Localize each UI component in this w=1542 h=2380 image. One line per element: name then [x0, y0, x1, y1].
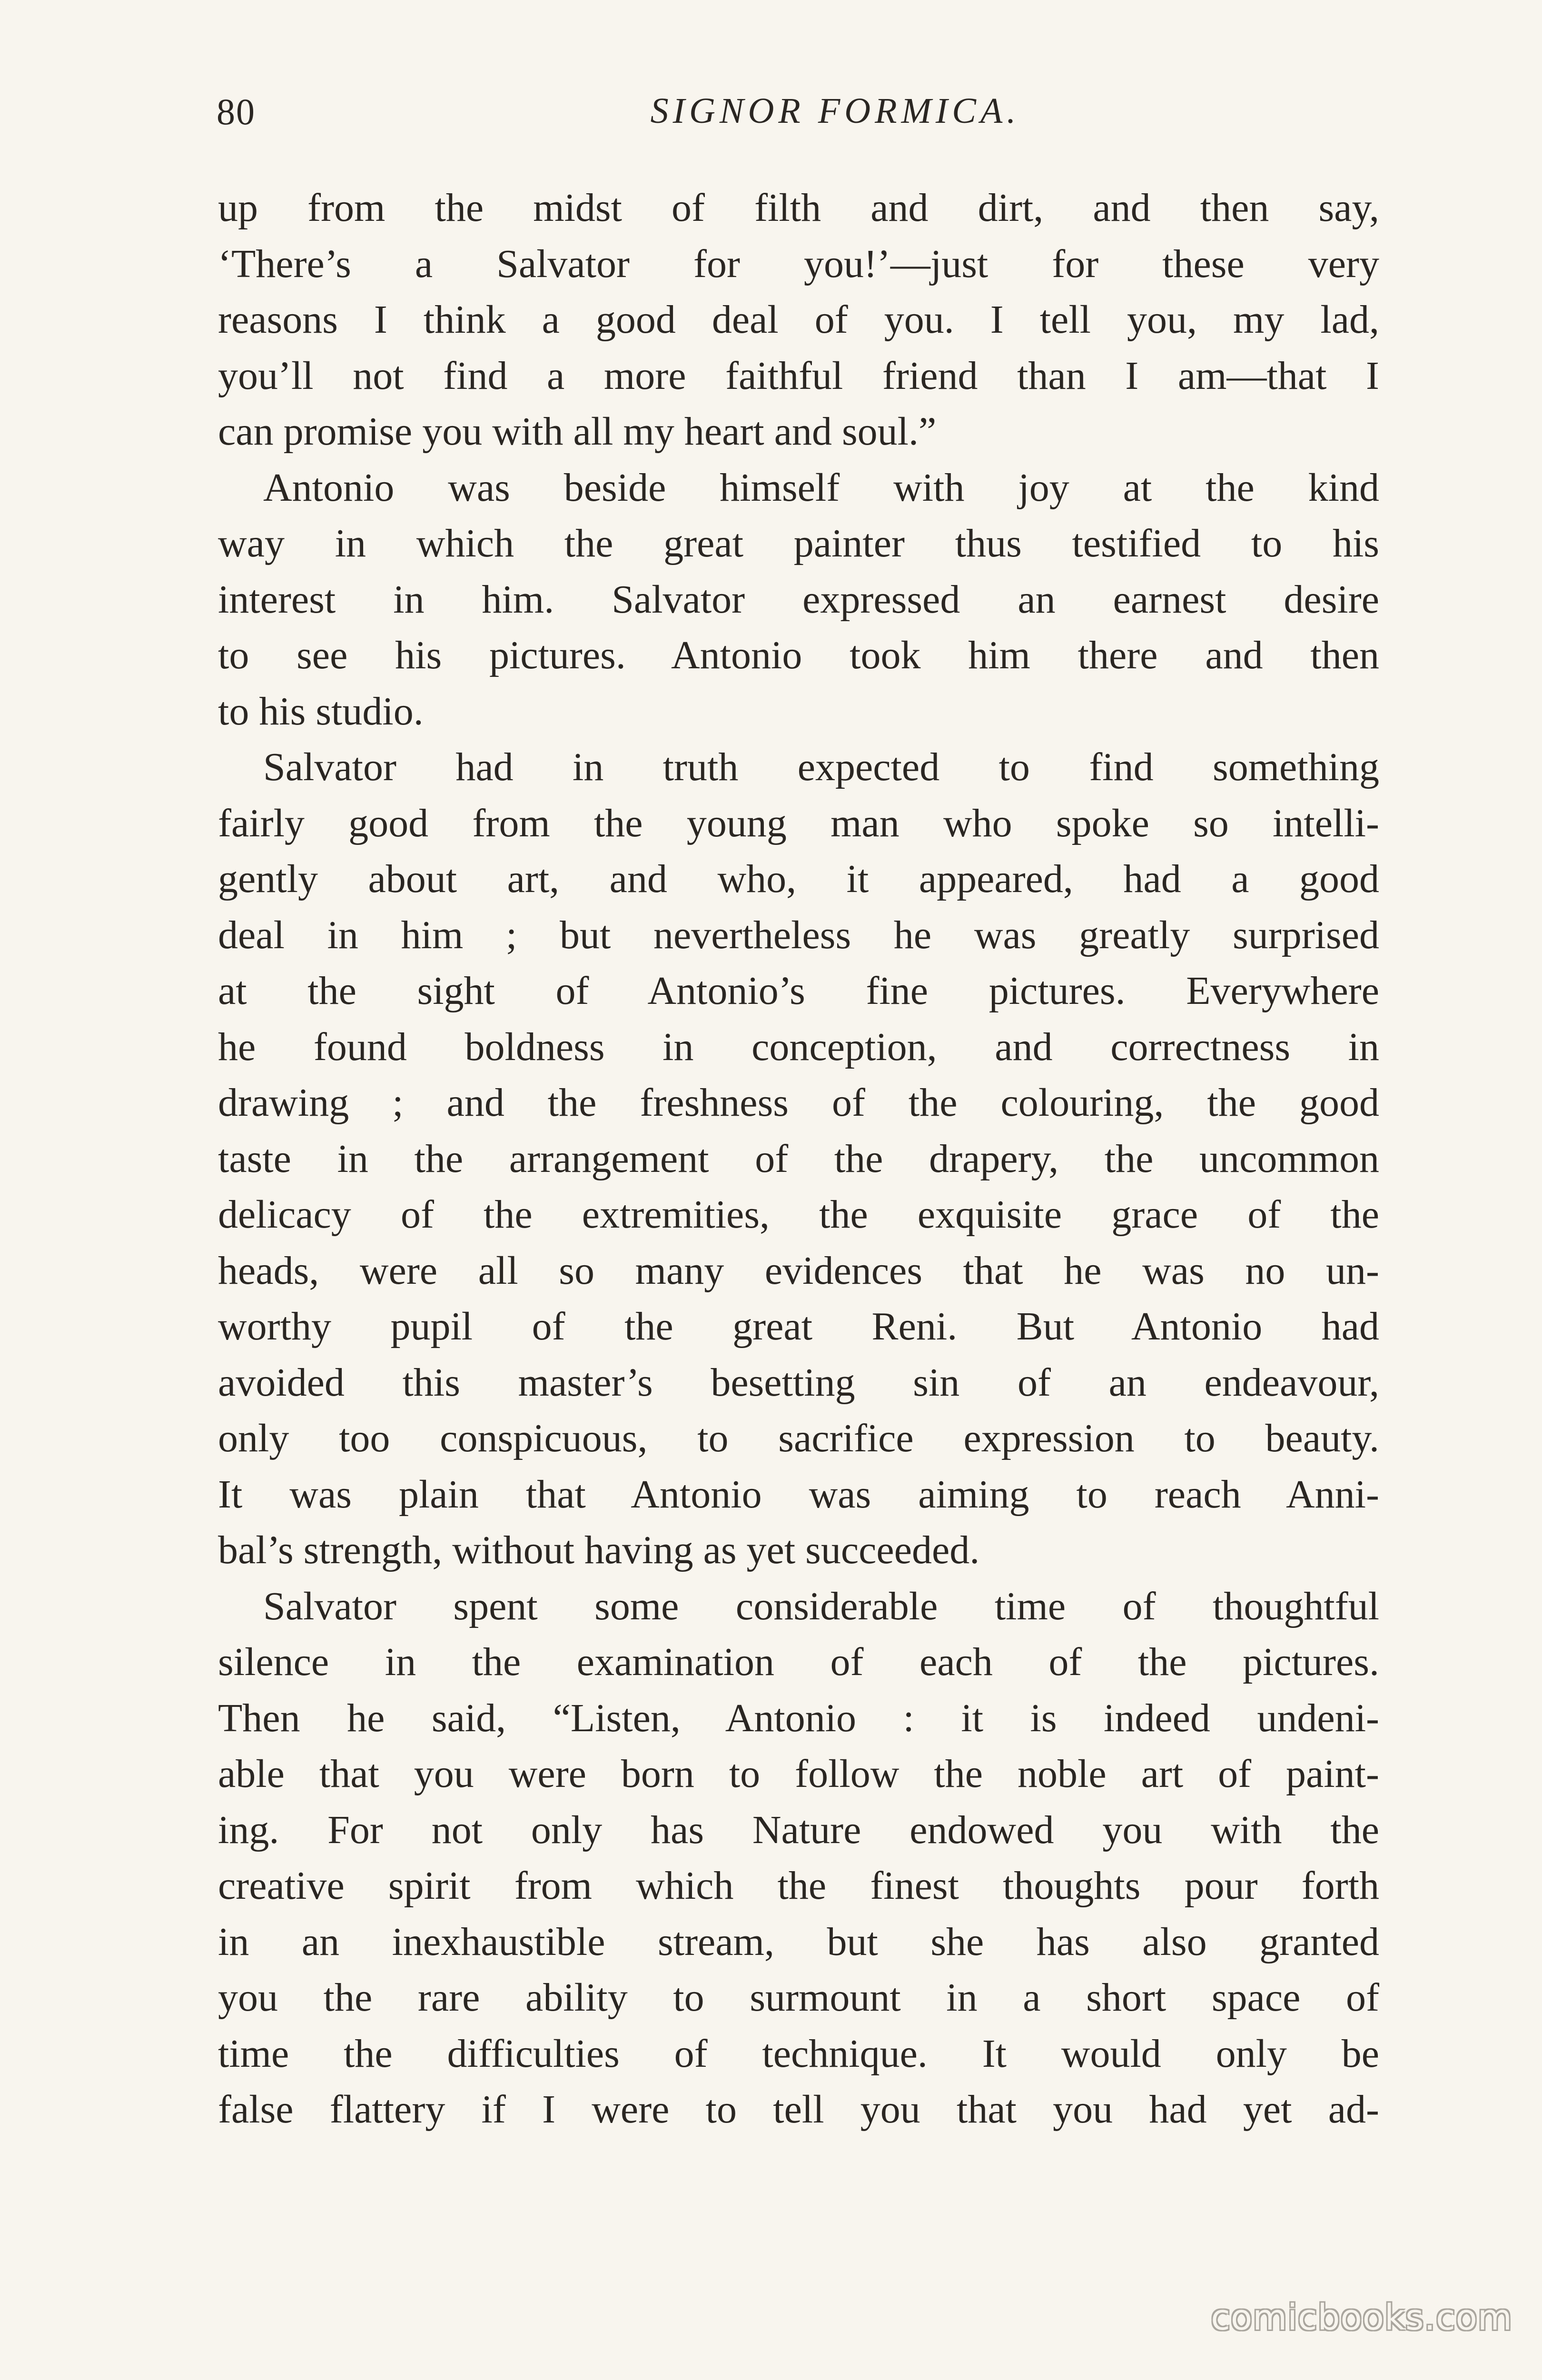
text-line: false flattery if I were to tell you that you had yet ad- — [218, 2087, 1379, 2132]
watermark: comicbooks.com — [1211, 2297, 1512, 2338]
text-line: Salvator spent some considerable time of thoughtful — [263, 1584, 1379, 1628]
text-line: fairly good from the young man who spoke so intelli- — [218, 801, 1379, 845]
text-line: you the rare ability to surmount in a short space of — [218, 1975, 1379, 2020]
page-number: 80 — [217, 91, 256, 132]
text-line: up from the midst of filth and dirt, and then say, — [218, 186, 1379, 230]
text-line: avoided this master’s besetting sin of an endeavour, — [218, 1360, 1379, 1405]
text-line: can promise you with all my heart and soul.” — [218, 409, 937, 454]
text-line: drawing ; and the freshness of the colouring, the good — [218, 1081, 1379, 1125]
text-line: at the sight of Antonio’s fine pictures. Everywhere — [218, 969, 1379, 1013]
text-line: he found boldness in conception, and correctness in — [218, 1024, 1379, 1069]
paragraph — [218, 739, 1379, 1578]
text-line: delicacy of the extremities, the exquisite grace of the — [218, 1192, 1379, 1237]
body-text — [218, 180, 1379, 2138]
text-line: gently about art, and who, it appeared, had a good — [218, 857, 1379, 901]
text-line: to his studio. — [218, 689, 424, 734]
running-head — [217, 90, 1387, 148]
text-line: It was plain that Antonio was aiming to reach Anni- — [218, 1472, 1379, 1517]
text-line: you’ll not find a more faithful friend than I am—that I — [218, 353, 1379, 398]
text-line: interest in him. Salvator expressed an earnest desire — [218, 577, 1379, 622]
text-line: only too conspicuous, to sacrifice expression to beauty. — [218, 1416, 1379, 1460]
text-line: ing. For not only has Nature endowed you with the — [218, 1807, 1379, 1852]
text-line: time the difficulties of technique. It would only be — [218, 2031, 1379, 2076]
text-line: Antonio was beside himself with joy at the kind — [263, 465, 1379, 510]
text-line: way in which the great painter thus testified to his — [218, 521, 1379, 565]
text-line: ‘There’s a Salvator for you!’—just for these very — [218, 241, 1379, 286]
text-line: worthy pupil of the great Reni. But Antonio had — [218, 1304, 1379, 1349]
paragraph — [218, 180, 1379, 460]
paragraph — [218, 460, 1379, 740]
text-line: bal’s strength, without having as yet succeeded. — [218, 1528, 980, 1572]
running-title: SIGNOR FORMICA. — [650, 91, 1020, 131]
text-line: able that you were born to follow the noble art of paint- — [218, 1752, 1379, 1796]
text-line: creative spirit from which the finest thoughts pour forth — [218, 1864, 1379, 1908]
text-line: reasons I think a good deal of you. I tell you, my lad, — [218, 298, 1379, 342]
text-line: heads, were all so many evidences that he was no un- — [218, 1248, 1379, 1293]
text-line: silence in the examination of each of the pictures. — [218, 1640, 1379, 1684]
text-line: deal in him ; but nevertheless he was greatly surprised — [218, 912, 1379, 957]
text-line: taste in the arrangement of the drapery, the uncommon — [218, 1136, 1379, 1181]
text-line: to see his pictures. Antonio took him there and then — [218, 633, 1379, 677]
paragraph — [218, 1578, 1379, 2138]
text-line: in an inexhaustible stream, but she has also granted — [218, 1919, 1379, 1964]
text-line: Then he said, “Listen, Antonio : it is indeed undeni- — [218, 1696, 1379, 1740]
text-line: Salvator had in truth expected to find something — [263, 745, 1379, 789]
